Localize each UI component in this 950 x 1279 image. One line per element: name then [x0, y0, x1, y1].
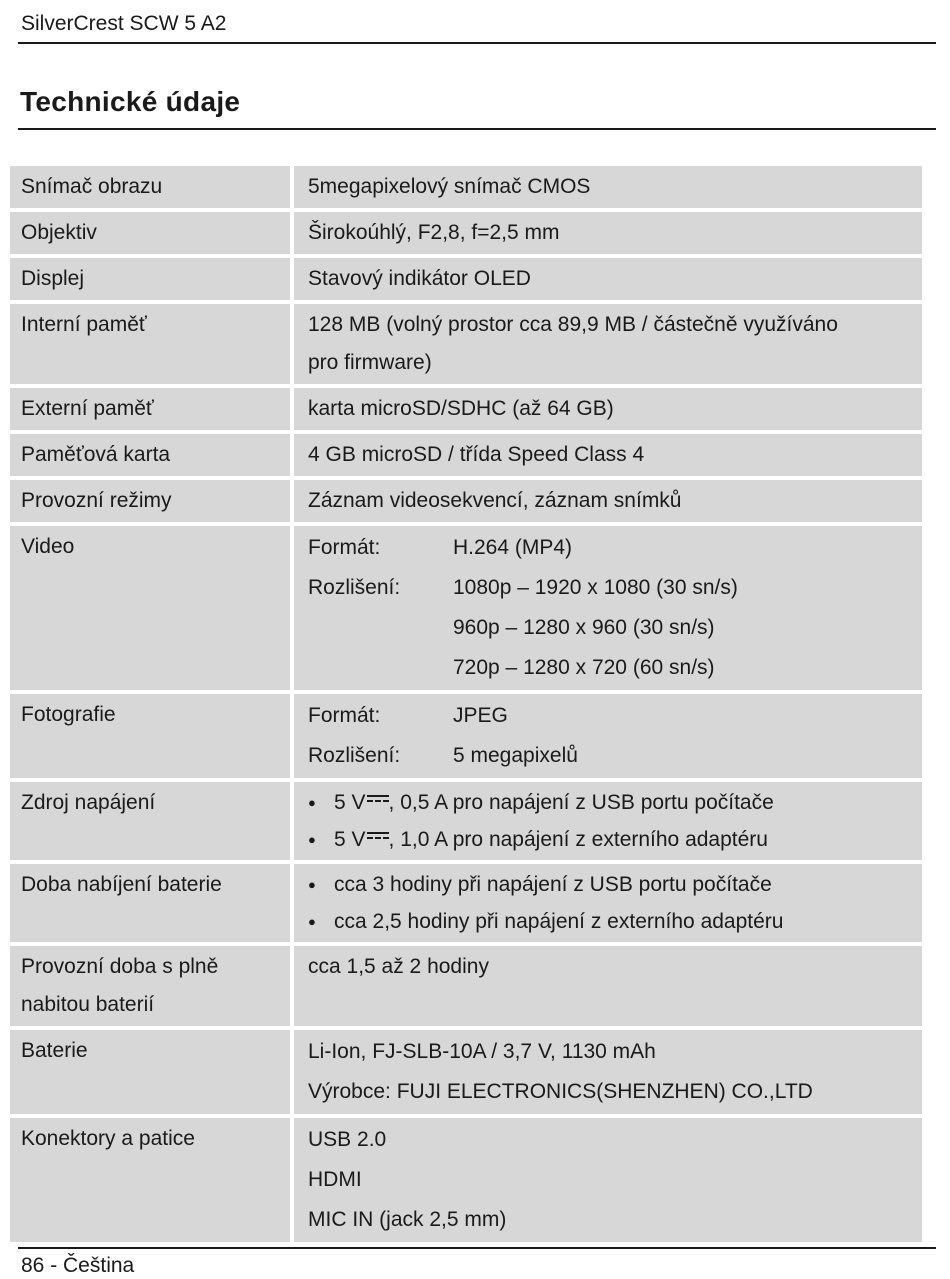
- spec-label: [10, 1030, 290, 1114]
- direct-current-icon: [367, 795, 389, 805]
- spec-value-line: USB 2.0: [308, 1128, 387, 1151]
- spec-value-line: 128 MB (volný prostor cca 89,9 MB / částečně využíváno: [308, 313, 838, 336]
- spec-value: [294, 166, 922, 208]
- spec-label-line: Displej: [21, 267, 85, 290]
- spec-value: [294, 1030, 922, 1114]
- spec-bullet-item: [308, 784, 922, 821]
- spec-kv-key: [308, 648, 453, 688]
- spec-label-line: nabitou baterií: [21, 993, 155, 1016]
- spec-label: [10, 304, 290, 384]
- spec-value-line: karta microSD/SDHC (až 64 GB): [308, 397, 614, 420]
- spec-label-line: Baterie: [21, 1039, 88, 1062]
- spec-kv-value: JPEG: [453, 704, 508, 727]
- spec-bullet-item: [308, 866, 922, 903]
- spec-kv-value: H.264 (MP4): [453, 536, 573, 559]
- spec-value: [294, 526, 922, 690]
- document-header: SilverCrest SCW 5 A2: [21, 12, 227, 35]
- spec-value-line: Záznam videosekvencí, záznam snímků: [308, 489, 682, 512]
- spec-kv-key: Formát:: [308, 536, 381, 559]
- spec-value-line: cca 1,5 až 2 hodiny: [308, 955, 489, 978]
- spec-bullet-text: [334, 784, 774, 821]
- spec-bullet-item: [308, 903, 922, 940]
- spec-label: [10, 946, 290, 1026]
- spec-kv-line: [308, 528, 922, 568]
- spec-value-line: 5megapixelový snímač CMOS: [308, 175, 591, 198]
- spec-value-line: Širokoúhlý, F2,8, f=2,5 mm: [308, 221, 560, 244]
- spec-value: [294, 304, 922, 384]
- spec-label: [10, 258, 290, 300]
- spec-value-line: Výrobce: FUJI ELECTRONICS(SHENZHEN) CO.,LTD: [308, 1080, 813, 1103]
- spec-label-line: Video: [21, 535, 75, 558]
- spec-kv-value: 5 megapixelů: [453, 744, 578, 767]
- spec-value-line: MIC IN (jack 2,5 mm): [308, 1208, 507, 1231]
- spec-value: [294, 782, 922, 860]
- spec-bullet-pre: cca 3 hodiny při napájení z USB portu počítače: [334, 873, 772, 896]
- spec-label: [10, 480, 290, 522]
- header-divider: [18, 42, 936, 44]
- spec-bullet-item: [308, 821, 922, 858]
- spec-value: [294, 480, 922, 522]
- spec-kv-key: Rozlišení:: [308, 744, 401, 767]
- spec-kv-key: [308, 608, 453, 648]
- spec-kv-value: 1080p – 1920 x 1080 (30 sn/s): [453, 576, 738, 599]
- spec-value-line: Li-Ion, FJ-SLB-10A / 3,7 V, 1130 mAh: [308, 1040, 656, 1063]
- spec-kv-line: [308, 648, 922, 688]
- spec-bullet-text: [334, 866, 772, 903]
- spec-value: [294, 1118, 922, 1242]
- bullet-icon: ●: [308, 914, 316, 929]
- spec-label-line: Doba nabíjení baterie: [21, 873, 222, 896]
- spec-value: [294, 212, 922, 254]
- spec-bullet-pre: 5 V: [334, 828, 366, 851]
- spec-value: [294, 258, 922, 300]
- spec-label: [10, 526, 290, 690]
- bullet-icon: ●: [308, 877, 316, 892]
- spec-label-line: Provozní režimy: [21, 489, 172, 512]
- spec-value: [294, 946, 922, 1026]
- spec-bullet-pre: cca 2,5 hodiny při napájení z externího adaptéru: [334, 910, 784, 933]
- spec-bullet-post: , 0,5 A pro napájení z USB portu počítače: [388, 791, 774, 814]
- spec-value: [294, 864, 922, 942]
- spec-label: [10, 864, 290, 942]
- spec-value: [294, 388, 922, 430]
- spec-label: [10, 694, 290, 778]
- spec-kv-value: 960p – 1280 x 960 (30 sn/s): [453, 616, 715, 639]
- spec-kv-line: [308, 608, 922, 648]
- spec-label: [10, 388, 290, 430]
- page-footer: 86 - Čeština: [21, 1254, 135, 1277]
- spec-kv-key: Rozlišení:: [308, 576, 401, 599]
- spec-kv-line: [308, 736, 922, 776]
- spec-label-line: Fotografie: [21, 703, 116, 726]
- spec-label-line: Externí paměť: [21, 397, 154, 420]
- spec-label: [10, 782, 290, 860]
- spec-label-line: Zdroj napájení: [21, 791, 156, 814]
- spec-value-line: HDMI: [308, 1168, 362, 1191]
- spec-label-line: Paměťová karta: [21, 443, 171, 466]
- spec-value-line: Stavový indikátor OLED: [308, 267, 531, 290]
- spec-label: [10, 1118, 290, 1242]
- spec-kv-value: 720p – 1280 x 720 (60 sn/s): [453, 656, 715, 679]
- spec-label-line: Objektiv: [21, 221, 97, 244]
- bullet-icon: ●: [308, 832, 316, 847]
- spec-bullet-pre: 5 V: [334, 791, 366, 814]
- spec-label-line: Provozní doba s plně: [21, 955, 219, 978]
- direct-current-icon: [367, 832, 389, 842]
- spec-bullet-text: [334, 903, 783, 940]
- footer-divider: [18, 1247, 936, 1249]
- spec-kv-line: [308, 568, 922, 608]
- spec-value: [294, 434, 922, 476]
- spec-bullet-post: , 1,0 A pro napájení z externího adaptéru: [388, 828, 768, 851]
- spec-value-line: 4 GB microSD / třída Speed Class 4: [308, 443, 645, 466]
- spec-bullet-text: [334, 821, 768, 858]
- title-divider: [18, 128, 936, 130]
- spec-kv-key: Formát:: [308, 704, 381, 727]
- spec-label: [10, 212, 290, 254]
- spec-label-line: Konektory a patice: [21, 1127, 195, 1150]
- spec-value: [294, 694, 922, 778]
- bullet-icon: ●: [308, 795, 316, 810]
- section-title: Technické údaje: [20, 86, 241, 117]
- spec-label: [10, 166, 290, 208]
- spec-table: [10, 166, 922, 1242]
- spec-label: [10, 434, 290, 476]
- spec-label-line: Snímač obrazu: [21, 175, 163, 198]
- spec-kv-line: [308, 696, 922, 736]
- spec-value-line: pro firmware): [308, 351, 432, 374]
- spec-label-line: Interní paměť: [21, 313, 147, 336]
